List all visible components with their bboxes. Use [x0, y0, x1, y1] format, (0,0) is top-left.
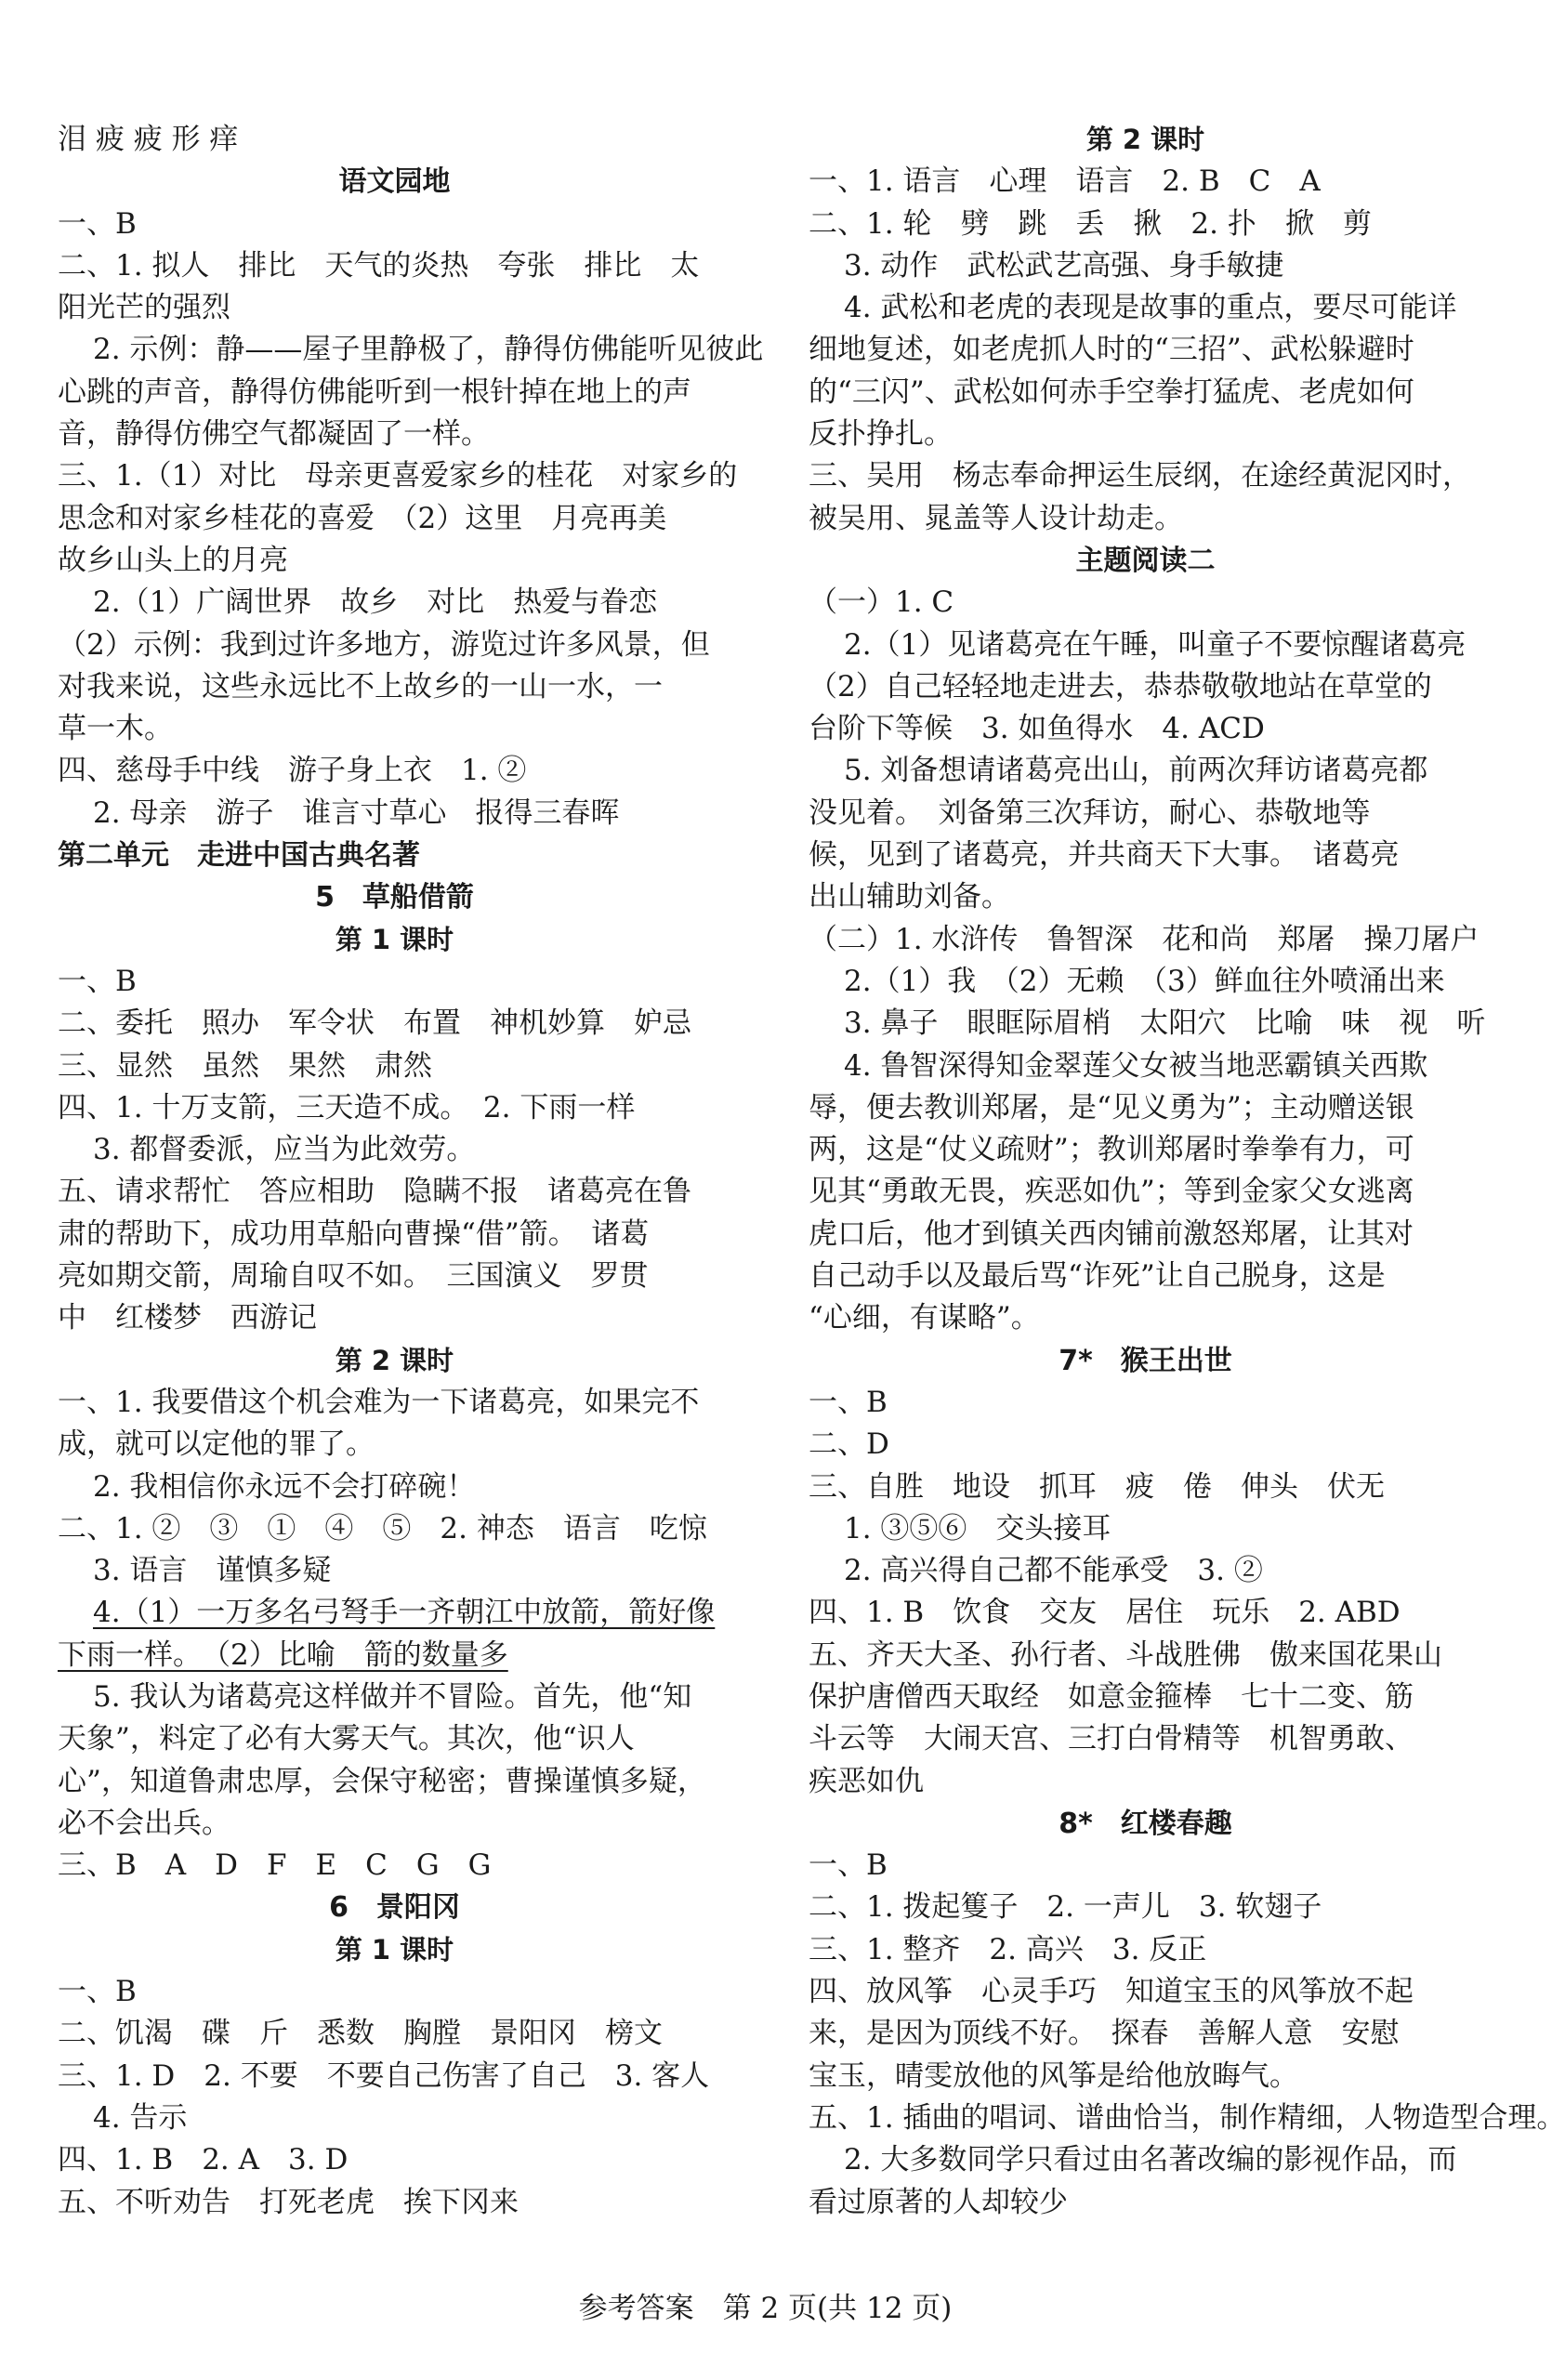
answer-line: 天象”，料定了必有大雾天气。其次，他“识人 [58, 1722, 635, 1756]
answer-line: 没见着。 刘备第三次拜访，耐心、恭敬地等 [809, 796, 1371, 830]
answer-line: 2.（1）广阔世界 故乡 对比 热爱与眷恋 [93, 585, 658, 620]
answer-line: 亮如期交箭，周瑜自叹不如。 三国演义 罗贯 [58, 1259, 649, 1294]
answer-line: 3. 都督委派，应当为此效劳。 [93, 1133, 476, 1167]
answer-line: 三、1. 整齐 2. 高兴 3. 反正 [809, 1932, 1207, 1966]
answer-line: 五、请求帮忙 答应相助 隐瞒不报 诸葛亮在鲁 [58, 1175, 691, 1209]
lesson-subheading: 第 1 课时 [335, 1933, 454, 1966]
answer-line: 来，是因为顶线不好。 探春 善解人意 安慰 [809, 2017, 1400, 2051]
answer-line: 2. 母亲 游子 谁言寸草心 报得三春晖 [93, 796, 620, 830]
answer-line: 一、B [58, 964, 137, 998]
section-heading: 8* 红楼春趣 [1059, 1807, 1232, 1840]
answer-line: 3. 语言 谨慎多疑 [93, 1554, 332, 1588]
answer-line: 2. 示例：静——屋子里静极了，静得仿佛能听见彼此 [93, 333, 764, 367]
answer-line: 故乡山头上的月亮 [58, 543, 288, 577]
answer-line: 四、慈母手中线 游子身上衣 1. ② [58, 754, 527, 788]
answer-line: 5. 我认为诸葛亮这样做并不冒险。首先，他“知 [93, 1679, 692, 1714]
answer-line: 斗云等 大闹天宫、三打白骨精等 机智勇敢、 [809, 1722, 1414, 1756]
answer-line: 被吴用、晁盖等人设计劫走。 [809, 501, 1183, 535]
unit-heading: 第二单元 走进中国古典名著 [58, 839, 420, 873]
answer-line: 一、B [58, 1975, 137, 2009]
answer-line: 阳光芒的强烈 [58, 291, 230, 325]
answer-line: （2）示例：我到过许多地方，游览过许多风景，但 [58, 627, 710, 662]
answer-line: 5. 刘备想请诸葛亮出山，前两次拜访诸葛亮都 [844, 754, 1428, 788]
answer-line: 细地复述，如老虎抓人时的“三招”、武松躲避时 [809, 333, 1414, 367]
answer-line: 二、1. 轮 劈 跳 丢 揪 2. 扑 掀 剪 [809, 206, 1372, 241]
answer-line: 五、不听劝告 打死老虎 挨下冈来 [58, 2185, 519, 2219]
answer-line: 二、1. 拟人 排比 天气的炎热 夸张 排比 太 [58, 248, 700, 283]
answer-line: 对我来说，这些永远比不上故乡的一山一水，一 [58, 669, 663, 703]
answer-line: 泪 疲 疲 形 痒 [58, 123, 239, 156]
answer-line: 虎口后，他才到镇关西肉铺前激怒郑屠，让其对 [809, 1216, 1414, 1251]
section-heading: 6 景阳冈 [329, 1891, 460, 1925]
answer-line: 辱，便去教训郑屠，是“见义勇为”；主动赠送银 [809, 1090, 1414, 1124]
answer-line: （一）1. C [809, 585, 954, 620]
answer-line: 三、1. D 2. 不要 不要自己伤害了自己 3. 客人 [58, 2058, 710, 2093]
answer-line: 三、1.（1）对比 母亲更喜爱家乡的桂花 对家乡的 [58, 459, 738, 493]
answer-line: 中 红楼梦 西游记 [58, 1301, 317, 1335]
lesson-subheading: 第 2 课时 [335, 1344, 454, 1376]
left-column [58, 119, 764, 2224]
answer-line: 见其“勇敢无畏，疾恶如仇”；等到金家父女逃离 [809, 1175, 1414, 1209]
answer-line: 4. 告示 [93, 2100, 188, 2135]
underlined-text: 下雨一样。 （2）比喻 箭的数量多 [58, 1637, 508, 1672]
answer-line: 4. 武松和老虎的表现是故事的重点，要尽可能详 [844, 291, 1457, 325]
answer-line: 看过原著的人却较少 [809, 2185, 1068, 2219]
answer-line: 一、1. 我要借这个机会难为一下诸葛亮，如果完不 [58, 1385, 700, 1419]
answer-line: 2. 高兴得自己都不能承受 3. ② [844, 1554, 1263, 1588]
answer-line: 肃的帮助下，成功用草船向曹操“借”箭。 诸葛 [58, 1216, 650, 1251]
answer-line: 三、吴用 杨志奉命押运生辰纲，在途经黄泥冈时， [809, 459, 1471, 493]
answer-line: 一、B [809, 1385, 888, 1419]
answer-line: 保护唐僧西天取经 如意金箍棒 七十二变、筋 [809, 1679, 1414, 1714]
answer-line: 四、1. 十万支箭，三天造不成。 2. 下雨一样 [58, 1090, 636, 1124]
answer-line: 心跳的声音，静得仿佛能听到一根针掉在地上的声 [58, 375, 691, 409]
answer-line: 思念和对家乡桂花的喜爱 （2）这里 月亮再美 [58, 501, 667, 535]
answer-line: 疾恶如仇 [809, 1764, 924, 1798]
answer-line [58, 1635, 731, 1677]
answer-line: 成，就可以定他的罪了。 [58, 1427, 375, 1462]
answer-line: 四、1. B 2. A 3. D [58, 2143, 349, 2177]
answer-line: 反扑挣扎。 [809, 417, 953, 452]
answer-line: 五、齐天大圣、孙行者、斗战胜佛 傲来国花果山 [809, 1637, 1442, 1672]
answer-line: 自己动手以及最后骂“诈死”让自己脱身，这是 [809, 1259, 1386, 1294]
answer-line: 3. 动作 武松武艺高强、身手敏捷 [844, 248, 1284, 283]
answer-line: 2.（1）见诸葛亮在午睡，叫童子不要惊醒诸葛亮 [844, 627, 1466, 662]
lesson-subheading: 第 1 课时 [335, 923, 454, 955]
answer-line: 出山辅助刘备。 [809, 880, 1010, 914]
answer-line: 四、1. B 饮食 交友 居住 玩乐 2. ABD [809, 1596, 1401, 1630]
answer-line: 必不会出兵。 [58, 1806, 230, 1840]
answer-line: 三、显然 虽然 果然 肃然 [58, 1048, 432, 1083]
underlined-text: 4.（1）一万多名弓弩手一齐朝江中放箭，箭好像 [93, 1596, 716, 1630]
answer-line: （2）自己轻轻地走进去，恭恭敬敬地站在草堂的 [809, 669, 1432, 703]
answer-line: 三、B A D F E C G G [58, 1848, 492, 1883]
section-heading: 主题阅读二 [1075, 544, 1216, 577]
answer-line: 五、1. 插曲的唱词、谱曲恰当，制作精细，人物造型合理。 [809, 2100, 1565, 2135]
answer-line: 宝玉，晴雯放他的风筝是给他放晦气。 [809, 2058, 1298, 2093]
answer-line: 2. 大多数同学只看过由名著改编的影视作品，而 [844, 2143, 1457, 2177]
answer-line: 二、1. ② ③ ① ④ ⑤ 2. 神态 语言 吃惊 [58, 1511, 707, 1545]
lesson-subheading: 第 2 课时 [1085, 124, 1205, 155]
answer-line: 四、放风筝 心灵手巧 知道宝玉的风筝放不起 [809, 1975, 1414, 2009]
answer-line: 台阶下等候 3. 如鱼得水 4. ACD [809, 712, 1265, 746]
answer-line: 1. ③⑤⑥ 交头接耳 [844, 1511, 1111, 1545]
answer-line: 二、委托 照办 军令状 布置 神机妙算 妒忌 [58, 1006, 691, 1041]
answer-line: 二、饥渴 碟 斤 悉数 胸膛 景阳冈 榜文 [58, 2017, 663, 2051]
answer-line: 一、B [58, 206, 137, 241]
page-footer: 参考答案 第 2 页(共 12 页) [578, 2292, 953, 2325]
section-heading: 7* 猴王出世 [1059, 1344, 1232, 1377]
answer-line: “心细，有谋略”。 [809, 1301, 1040, 1335]
section-heading: 5 草船借箭 [315, 881, 474, 914]
answer-line: 两，这是“仗义疏财”；教训郑屠时拳拳有力，可 [809, 1133, 1414, 1167]
answer-line: 的“三闪”、武松如何赤手空拳打猛虎、老虎如何 [809, 375, 1414, 409]
answer-line: 心”，知道鲁肃忠厚，会保守秘密；曹操谨慎多疑， [58, 1764, 706, 1798]
answer-line: 三、自胜 地设 抓耳 疲 倦 伸头 伏无 [809, 1469, 1385, 1504]
answer-line: 候，见到了诸葛亮，并共商天下大事。 诸葛亮 [809, 838, 1400, 873]
answer-line: 一、1. 语言 心理 语言 2. B C A [809, 164, 1321, 199]
answer-line: 一、B [809, 1848, 888, 1883]
answer-line: 二、1. 拨起篗子 2. 一声儿 3. 软翅子 [809, 1890, 1322, 1925]
answer-line: 音，静得仿佛空气都凝固了一样。 [58, 417, 490, 452]
answer-line: 2. 我相信你永远不会打碎碗！ [93, 1469, 476, 1504]
right-column [809, 119, 1565, 2224]
answer-line: 4. 鲁智深得知金翠莲父女被当地恶霸镇关西欺 [844, 1048, 1428, 1083]
answer-line: 草一木。 [58, 712, 173, 746]
answer-line: （二）1. 水浒传 鲁智深 花和尚 郑屠 操刀屠户 [809, 922, 1480, 956]
section-heading: 语文园地 [338, 165, 451, 199]
answer-line: 3. 鼻子 眼眶际眉梢 太阳穴 比喻 味 视 听 [844, 1006, 1486, 1041]
answer-line: 二、D [809, 1427, 889, 1462]
answer-line [58, 1592, 731, 1634]
answer-line: 2.（1）我 （2）无赖 （3）鲜血往外喷涌出来 [844, 964, 1445, 998]
